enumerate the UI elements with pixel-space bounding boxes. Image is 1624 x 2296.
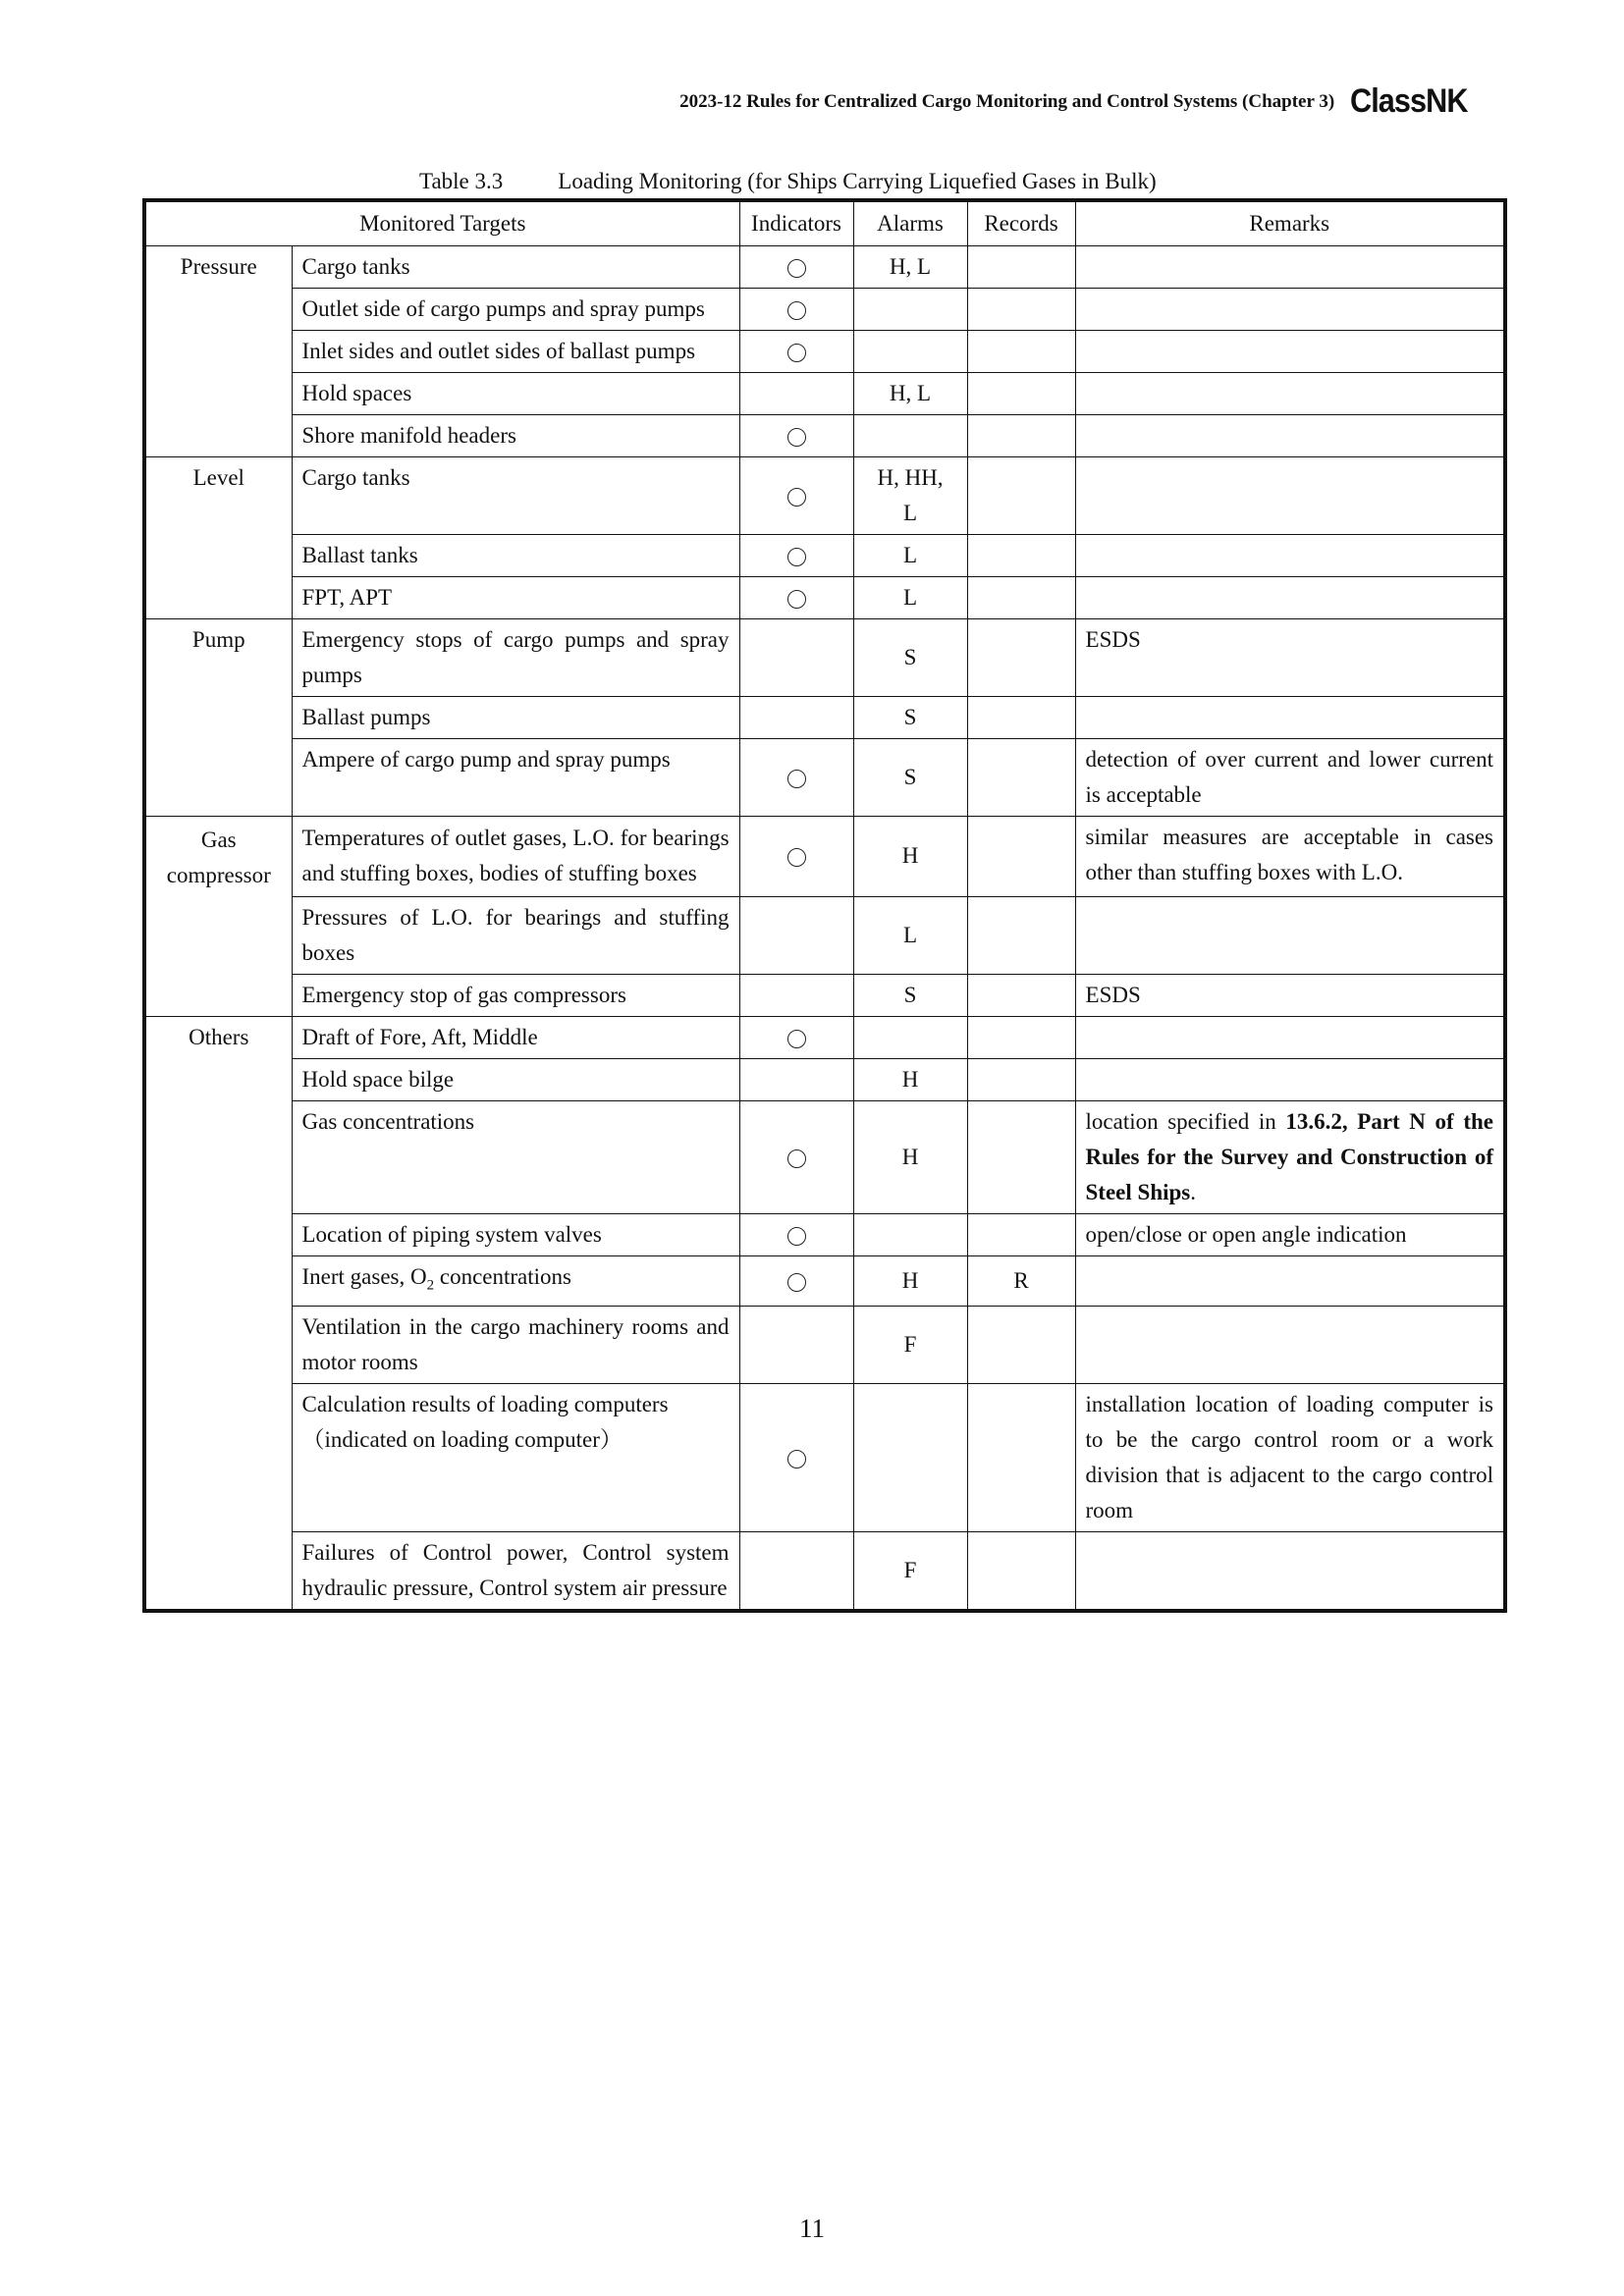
remark-cell	[1075, 1255, 1505, 1307]
record-cell	[967, 577, 1075, 619]
circle-icon	[787, 848, 806, 867]
record-cell	[967, 1058, 1075, 1100]
remark-cell	[1075, 246, 1505, 289]
table-row	[144, 1058, 1505, 1100]
alarm-cell: H, HH, L	[853, 457, 967, 535]
group-level: Level	[144, 457, 292, 535]
table-row	[144, 1384, 1505, 1532]
remark-cell	[1075, 1058, 1505, 1100]
indicator-cell	[739, 896, 853, 974]
table-row	[144, 289, 1505, 331]
target-cell: Ventilation in the cargo machinery rooms and motor rooms	[292, 1307, 739, 1384]
record-cell	[967, 1532, 1075, 1612]
alarm-cell: F	[853, 1532, 967, 1612]
alarm-cell: S	[853, 697, 967, 739]
rule-reference: 13.6.2, Part N of the Rules for the Survey and Construction of Steel Ships	[1085, 1108, 1494, 1204]
indicator-cell	[739, 739, 853, 817]
target-cell: Ampere of cargo pump and spray pumps	[292, 739, 739, 817]
record-cell	[967, 697, 1075, 739]
remark-cell: detection of over current and lower current is acceptable	[1075, 739, 1505, 817]
remark-cell	[1075, 1016, 1505, 1058]
circle-icon	[787, 301, 806, 320]
target-cell: Draft of Fore, Aft, Middle	[292, 1016, 739, 1058]
header-indicators: Indicators	[739, 200, 853, 246]
indicator-cell	[739, 289, 853, 331]
circle-icon	[787, 344, 806, 362]
circle-icon	[787, 548, 806, 566]
remark-cell	[1075, 373, 1505, 415]
table-row	[144, 246, 1505, 289]
indicator-cell	[739, 415, 853, 457]
alarm-cell: L	[853, 535, 967, 577]
table-header-row	[144, 200, 1505, 246]
remark-cell: open/close or open angle indication	[1075, 1213, 1505, 1255]
alarm-cell: L	[853, 896, 967, 974]
table-row	[144, 896, 1505, 974]
target-cell: Hold spaces	[292, 373, 739, 415]
table-row	[144, 1016, 1505, 1058]
record-cell	[967, 974, 1075, 1016]
table-row	[144, 619, 1505, 697]
record-cell	[967, 289, 1075, 331]
indicator-cell	[739, 1307, 853, 1384]
remark-cell: installation location of loading computer is to be the cargo control room or a work division that is adjacent to the cargo control room	[1075, 1384, 1505, 1532]
circle-icon	[787, 1227, 806, 1246]
header-alarms: Alarms	[853, 200, 967, 246]
remark-cell	[1075, 577, 1505, 619]
indicator-cell	[739, 1255, 853, 1307]
indicator-cell	[739, 1532, 853, 1612]
record-cell	[967, 331, 1075, 373]
record-cell	[967, 535, 1075, 577]
alarm-cell: H, L	[853, 373, 967, 415]
indicator-cell	[739, 1384, 853, 1532]
target-cell: FPT, APT	[292, 577, 739, 619]
record-cell	[967, 373, 1075, 415]
indicator-cell	[739, 1016, 853, 1058]
table-row	[144, 739, 1505, 817]
remark-cell	[1075, 896, 1505, 974]
record-cell	[967, 619, 1075, 697]
circle-icon	[787, 1273, 806, 1292]
table-row	[144, 577, 1505, 619]
indicator-cell	[739, 577, 853, 619]
target-cell: Pressures of L.O. for bearings and stuffing boxes	[292, 896, 739, 974]
circle-icon	[787, 770, 806, 788]
alarm-cell	[853, 289, 967, 331]
alarm-cell: L	[853, 577, 967, 619]
record-cell	[967, 415, 1075, 457]
table-row	[144, 1255, 1505, 1307]
record-cell	[967, 457, 1075, 535]
alarm-cell: S	[853, 739, 967, 817]
table-row	[144, 1307, 1505, 1384]
target-cell: Temperatures of outlet gases, L.O. for bearings and stuffing boxes, bodies of stuffing boxes	[292, 817, 739, 897]
table-row	[144, 535, 1505, 577]
table-caption	[419, 169, 1157, 194]
remark-cell	[1075, 535, 1505, 577]
alarm-cell: H	[853, 1100, 967, 1213]
indicator-cell	[739, 974, 853, 1016]
table-row	[144, 1213, 1505, 1255]
record-cell	[967, 1100, 1075, 1213]
record-cell	[967, 1384, 1075, 1532]
indicator-cell	[739, 1100, 853, 1213]
remark-cell	[1075, 289, 1505, 331]
header-records: Records	[967, 200, 1075, 246]
target-cell: Calculation results of loading computers （indicated on loading computer）	[292, 1384, 739, 1532]
indicator-cell	[739, 619, 853, 697]
alarm-cell: H	[853, 817, 967, 897]
target-cell: Inlet sides and outlet sides of ballast pumps	[292, 331, 739, 373]
indicator-cell	[739, 697, 853, 739]
table-row	[144, 1532, 1505, 1612]
remark-cell	[1075, 457, 1505, 535]
record-cell	[967, 1307, 1075, 1384]
circle-icon	[787, 1030, 806, 1048]
group-gas-compressor: Gas compressor	[144, 817, 292, 897]
table-row	[144, 817, 1505, 897]
indicator-cell	[739, 331, 853, 373]
target-cell: Inert gases, $O_2$ concentrations	[292, 1255, 739, 1307]
target-cell: Cargo tanks	[292, 246, 739, 289]
target-cell: Ballast tanks	[292, 535, 739, 577]
table-row	[144, 457, 1505, 535]
page-number: 11	[799, 2214, 825, 2243]
remark-cell	[1075, 697, 1505, 739]
target-cell: Hold space bilge	[292, 1058, 739, 1100]
indicator-cell	[739, 1213, 853, 1255]
record-cell	[967, 739, 1075, 817]
remark-cell: similar measures are acceptable in cases other than stuffing boxes with L.O.	[1075, 817, 1505, 897]
target-cell: Emergency stop of gas compressors	[292, 974, 739, 1016]
remark-cell	[1075, 415, 1505, 457]
alarm-cell: S	[853, 619, 967, 697]
group-pump: Pump	[144, 619, 292, 697]
alarm-cell	[853, 415, 967, 457]
record-cell	[967, 1213, 1075, 1255]
table-row	[144, 373, 1505, 415]
circle-icon	[787, 488, 806, 507]
page-header	[679, 82, 1481, 121]
monitoring-table	[142, 198, 1507, 1613]
circle-icon	[787, 1149, 806, 1168]
table-row	[144, 974, 1505, 1016]
remark-cell: location specified in 13.6.2, Part N of the Rules for the Survey and Construction of Steel Ships.	[1075, 1100, 1505, 1213]
remark-cell	[1075, 1307, 1505, 1384]
target-cell: Gas concentrations	[292, 1100, 739, 1213]
indicator-cell	[739, 1058, 853, 1100]
table-row	[144, 331, 1505, 373]
header-monitored-targets: Monitored Targets	[144, 200, 739, 246]
alarm-cell	[853, 1213, 967, 1255]
header-title: 2023-12 Rules for Centralized Cargo Monitoring and Control Systems (Chapter 3)	[679, 90, 1335, 112]
indicator-cell	[739, 457, 853, 535]
classnk-logo: ClassNK	[1350, 82, 1468, 120]
alarm-cell: F	[853, 1307, 967, 1384]
circle-icon	[787, 259, 806, 278]
table-row	[144, 1100, 1505, 1213]
circle-icon	[787, 590, 806, 609]
group-others: Others	[144, 1016, 292, 1058]
circle-icon	[787, 1450, 806, 1468]
indicator-cell	[739, 535, 853, 577]
target-cell: Emergency stops of cargo pumps and spray pumps	[292, 619, 739, 697]
target-cell: Ballast pumps	[292, 697, 739, 739]
table-number: Table 3.3	[419, 169, 504, 193]
alarm-cell	[853, 1384, 967, 1532]
alarm-cell: H	[853, 1058, 967, 1100]
target-cell: Location of piping system valves	[292, 1213, 739, 1255]
alarm-cell	[853, 1016, 967, 1058]
table-row	[144, 415, 1505, 457]
alarm-cell: H, L	[853, 246, 967, 289]
indicator-cell	[739, 246, 853, 289]
record-cell	[967, 246, 1075, 289]
circle-icon	[787, 428, 806, 447]
indicator-cell	[739, 373, 853, 415]
target-cell: Shore manifold headers	[292, 415, 739, 457]
alarm-cell: S	[853, 974, 967, 1016]
record-cell	[967, 1016, 1075, 1058]
remark-cell	[1075, 331, 1505, 373]
remark-cell: ESDS	[1075, 619, 1505, 697]
target-cell: Failures of Control power, Control system hydraulic pressure, Control system air pressure	[292, 1532, 739, 1612]
record-cell	[967, 817, 1075, 897]
record-cell	[967, 896, 1075, 974]
header-remarks: Remarks	[1075, 200, 1505, 246]
alarm-cell	[853, 331, 967, 373]
record-cell: R	[967, 1255, 1075, 1307]
indicator-cell	[739, 817, 853, 897]
group-pressure: Pressure	[144, 246, 292, 289]
target-cell: Outlet side of cargo pumps and spray pumps	[292, 289, 739, 331]
alarm-cell: H	[853, 1255, 967, 1307]
remark-cell: ESDS	[1075, 974, 1505, 1016]
remark-cell	[1075, 1532, 1505, 1612]
target-cell: Cargo tanks	[292, 457, 739, 535]
table-row	[144, 697, 1505, 739]
table-title: Loading Monitoring (for Ships Carrying Liquefied Gases in Bulk)	[558, 169, 1157, 193]
